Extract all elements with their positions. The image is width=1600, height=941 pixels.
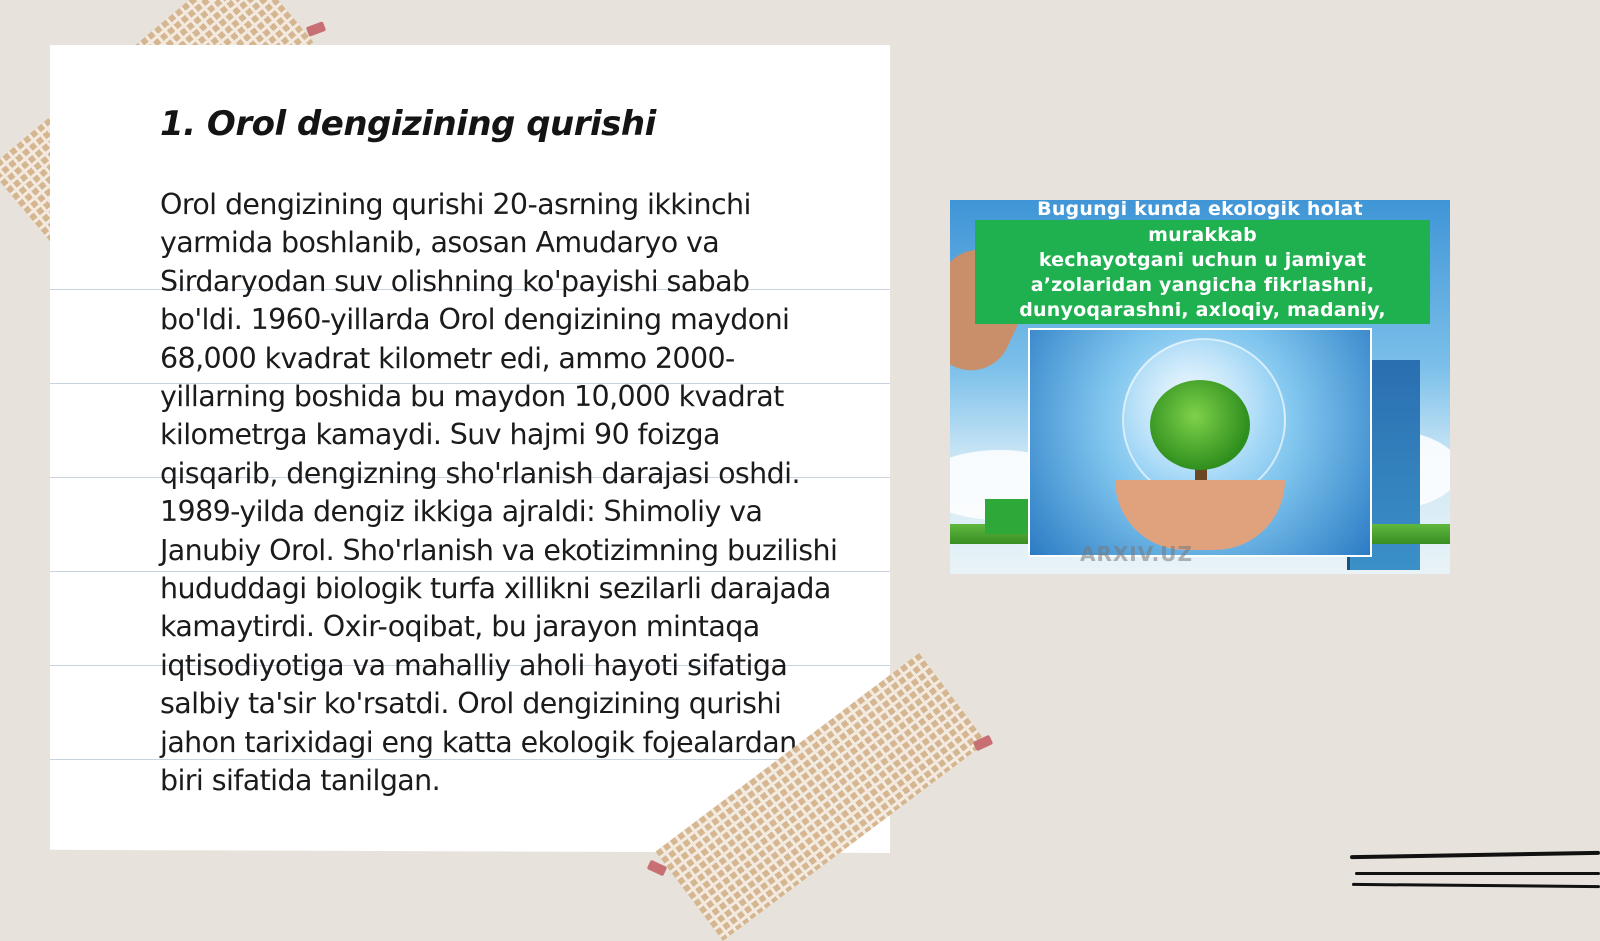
slide-body-text: Orol dengizining qurishi 20-asrning ikkinchi yarmida boshlanib, asosan Amudaryo va Sirdaryodan suv olishning ko'payishi sabab bo'ldi. 1960-yillarda Orol dengizining maydoni 68,000 kvadrat kilometr edi, ammo 2000-yillarning boshida bu maydon 10,000 kvadrat kilometrga kamaydi. Suv hajmi 90 foizga qisqarib, dengizning sho'rlanish darajasi oshdi. 1989-yilda dengiz ikkiga ajraldi: Shimoliy va Janubiy Orol. Sho'rlanish va ekotizimning buzilishi hududdagi biologik turfa xillikni sezilarli darajada kamaytirdi. Oxir-oqibat, bu jarayon mintaqa iqtisodiyotiga va mahalliy aholi hayoti sifatiga salbiy ta'sir ko'rsatdi. Orol dengizining qurishi jahon tarixidagi eng katta ekologik fojealardan biri sifatida tanilgan. [160, 188, 838, 798]
slide-title: 1. Orol dengizining qurishi [160, 104, 656, 144]
image-watermark: ARXIV.UZ [1080, 542, 1193, 566]
globe-tree-illustration [1028, 328, 1372, 557]
cupped-hands-shape [1115, 480, 1285, 550]
decorative-stroke [1355, 872, 1600, 875]
caption-line-top: Bugungi kunda ekologik holat [1037, 200, 1363, 220]
decorative-stroke [1352, 883, 1600, 888]
decorative-stroke [1350, 851, 1600, 859]
green-block-shape [985, 499, 1030, 534]
tape-pin-top [306, 21, 326, 37]
caption-line: murakkab [1148, 224, 1257, 246]
caption-line: kechayotgani uchun u jamiyat [1038, 249, 1367, 271]
caption-line: dunyoqarashni, axloqiy, madaniy, [1019, 299, 1386, 321]
caption-line: a’zolaridan yangicha fikrlashni, [1030, 274, 1375, 296]
ecology-illustration-image [950, 200, 1450, 574]
tree-icon [1150, 380, 1250, 470]
caption-banner [975, 220, 1430, 324]
